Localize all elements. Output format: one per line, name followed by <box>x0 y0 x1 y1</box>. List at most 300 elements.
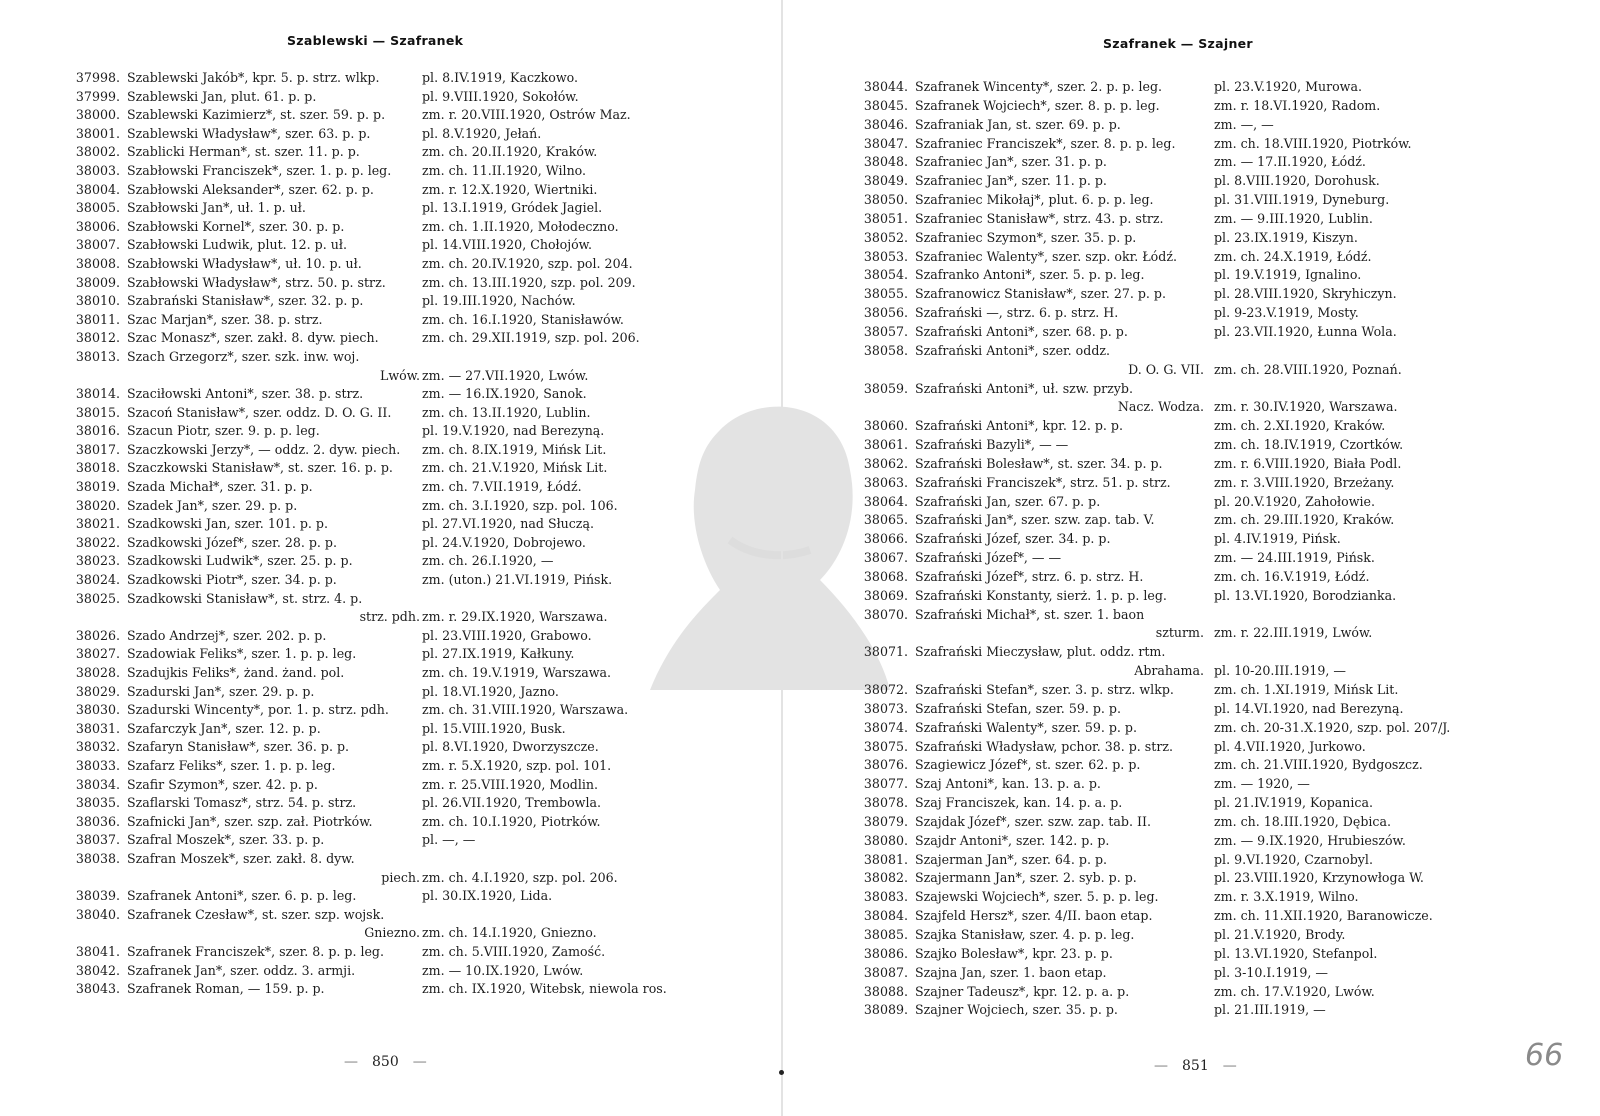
entry-number: 38085. <box>863 926 908 942</box>
entry-description: Szafral Moszek*, szer. 33. p. p. <box>127 832 325 848</box>
entry-description: Szajna Jan, szer. 1. baon etap. <box>915 964 1107 980</box>
entry-fate: zm. r. 29.IX.1920, Warszawa. <box>422 609 608 625</box>
entry-row <box>54 478 744 497</box>
entry-description: Szadkowski Józef*, szer. 28. p. p. <box>127 534 337 550</box>
entry-fate: zm. ch. 10.I.1920, Piotrków. <box>422 813 601 829</box>
entry-description: Szabłowski Władysław*, strz. 50. p. strz. <box>127 274 386 290</box>
entry-fate: zm. ch. 24.X.1919, Łódź. <box>1214 248 1372 264</box>
entry-row <box>834 813 1544 832</box>
entry-description: Szafran Moszek*, szer. zakł. 8. dyw. <box>127 850 355 866</box>
entry-fate: zm. ch. 2.XI.1920, Kraków. <box>1214 418 1386 434</box>
entry-fate: zm. ch. 21.V.1920, Mińsk Lit. <box>422 460 608 476</box>
entry-row <box>54 292 744 311</box>
entry-row <box>834 983 1544 1002</box>
entry-description: Szadkowski Ludwik*, szer. 25. p. p. <box>127 553 353 569</box>
entry-row <box>54 441 744 460</box>
entry-row <box>834 417 1544 436</box>
entry-row <box>834 606 1544 625</box>
entry-fate: pl. 28.VIII.1920, Skryhiczyn. <box>1214 286 1397 302</box>
entry-number: 38010. <box>75 293 120 309</box>
entry-number: 38049. <box>863 173 908 189</box>
entry-number: 38067. <box>863 550 908 566</box>
entry-fate: pl. 9.VIII.1920, Sokołów. <box>422 88 579 104</box>
entry-fate: pl. 27.VI.1920, nad Słuczą. <box>422 516 594 532</box>
entry-number: 38008. <box>75 255 120 271</box>
entry-fate: zm. ch. 3.I.1920, szp. pol. 106. <box>422 497 618 513</box>
entry-fate: pl. 23.IX.1919, Kiszyn. <box>1214 229 1358 245</box>
entry-row <box>834 964 1544 983</box>
entry-row <box>834 643 1544 662</box>
entry-description: Szajner Tadeusz*, kpr. 12. p. a. p. <box>915 983 1130 999</box>
entry-fate: zm. — 17.II.1920, Łódź. <box>1214 154 1366 170</box>
entry-number: 38023. <box>75 553 120 569</box>
entry-description: Szafrański Walenty*, szer. 59. p. p. <box>915 719 1137 735</box>
entry-continuation: D. O. G. VII. <box>1128 361 1204 377</box>
entry-continuation-row <box>834 624 1544 643</box>
entry-description: Szadek Jan*, szer. 29. p. p. <box>127 497 298 513</box>
entry-row <box>834 210 1544 229</box>
entry-number: 38000. <box>75 107 120 123</box>
entry-fate: pl. 9.VI.1920, Czarnobyl. <box>1214 851 1373 867</box>
entry-description: Szafaryn Stanisław*, szer. 36. p. p. <box>127 739 350 755</box>
entry-description: Szadkowski Stanisław*, st. strz. 4. p. <box>127 590 363 606</box>
entry-row <box>834 285 1544 304</box>
entry-fate: zm. ch. 26.I.1920, — <box>422 553 554 569</box>
entry-fate: zm. ch. IX.1920, Witebsk, niewola ros. <box>422 981 667 997</box>
entry-number: 38077. <box>863 776 908 792</box>
entry-description: Szafrański Stefan, szer. 59. p. p. <box>915 700 1121 716</box>
entry-row <box>54 757 744 776</box>
entry-description: Szajko Bolesław*, kpr. 23. p. p. <box>915 945 1113 961</box>
entry-fate: zm. — 1920, — <box>1214 776 1310 792</box>
entry-number: 38071. <box>863 644 908 660</box>
entry-row <box>54 459 744 478</box>
entry-row <box>54 776 744 795</box>
entry-fate: pl. —, — <box>422 832 476 848</box>
entry-fate: zm. ch. 11.II.1920, Wilno. <box>422 162 587 178</box>
entry-description: Szajfeld Hersz*, szer. 4/II. baon etap. <box>915 908 1153 924</box>
entry-row <box>834 266 1544 285</box>
entry-number: 38022. <box>75 534 120 550</box>
entry-number: 38046. <box>863 116 908 132</box>
entry-fate: pl. 23.V.1920, Murowa. <box>1214 79 1362 94</box>
entry-fate: zm. ch. 16.I.1920, Stanisławów. <box>422 311 624 327</box>
entry-number: 38011. <box>75 311 120 327</box>
entry-fate: zm. r. 3.X.1919, Wilno. <box>1214 889 1359 905</box>
entry-number: 38074. <box>863 719 908 735</box>
entry-description: Szaj Franciszek, kan. 14. p. a. p. <box>915 795 1123 811</box>
entry-description: Szafrański Bolesław*, st. szer. 34. p. p. <box>915 455 1163 471</box>
entry-description: Szafraniak Jan, st. szer. 69. p. p. <box>915 116 1121 132</box>
entry-fate: pl. 13.I.1919, Gródek Jagiel. <box>422 200 603 216</box>
entry-number: 38063. <box>863 474 908 490</box>
entry-description: Szablewski Jakób*, kpr. 5. p. strz. wlkp. <box>127 70 380 85</box>
entry-fate: pl. 19.III.1920, Nachów. <box>422 293 576 309</box>
entry-number: 38032. <box>75 739 120 755</box>
entry-row <box>54 255 744 274</box>
entry-row <box>834 511 1544 530</box>
entry-number: 38044. <box>863 79 908 94</box>
entry-number: 38086. <box>863 945 908 961</box>
entry-row <box>834 700 1544 719</box>
entry-description: Szac Monasz*, szer. zakł. 8. dyw. piech. <box>127 330 379 346</box>
entry-description: Szafarz Feliks*, szer. 1. p. p. leg. <box>127 757 336 773</box>
entry-continuation-row <box>834 361 1544 380</box>
entry-description: Szajdr Antoni*, szer. 142. p. p. <box>915 832 1110 848</box>
entry-number: 38082. <box>863 870 908 886</box>
entry-description: Szablicki Herman*, st. szer. 11. p. p. <box>127 144 360 160</box>
entry-number: 38055. <box>863 286 908 302</box>
entry-number: 38024. <box>75 572 120 588</box>
entry-number: 38089. <box>863 1002 908 1018</box>
entry-row <box>834 97 1544 116</box>
entry-number: 38021. <box>75 516 120 532</box>
entry-fate: pl. 8.VI.1920, Dworzyszcze. <box>422 739 599 755</box>
entry-row <box>834 587 1544 606</box>
entry-description: Szajewski Wojciech*, szer. 5. p. p. leg. <box>915 889 1159 905</box>
entry-description: Szajka Stanisław, szer. 4. p. p. leg. <box>915 926 1135 942</box>
entry-row <box>54 720 744 739</box>
entry-number: 38072. <box>863 682 908 697</box>
left-page-number <box>330 1054 441 1070</box>
entry-number: 38060. <box>863 418 908 434</box>
entry-row <box>54 274 744 293</box>
entry-fate: pl. 19.V.1919, Ignalino. <box>1214 267 1362 283</box>
entry-number: 38061. <box>863 437 908 453</box>
entry-description: Szajdak Józef*, szer. szw. zap. tab. II. <box>915 813 1151 829</box>
entry-description: Szacun Piotr, szer. 9. p. p. leg. <box>127 423 320 439</box>
entry-number: 38053. <box>863 248 908 264</box>
entry-number: 38025. <box>75 590 120 606</box>
entry-description: Szadujkis Feliks*, żand. żand. pol. <box>127 665 345 680</box>
entry-fate: zm. ch. 13.III.1920, szp. pol. 209. <box>422 274 636 290</box>
entry-number: 38048. <box>863 154 908 170</box>
entry-fate: zm. —, — <box>1214 116 1274 132</box>
entry-number: 38001. <box>75 125 120 141</box>
entry-row <box>54 236 744 255</box>
entry-row <box>834 888 1544 907</box>
entry-row <box>54 831 744 850</box>
entry-description: Szablewski Jan, plut. 61. p. p. <box>127 88 317 104</box>
entry-description: Szado Andrzej*, szer. 202. p. p. <box>127 627 327 643</box>
entry-number: 38084. <box>863 908 908 924</box>
entry-description: Szafrański Antoni*, szer. 68. p. p. <box>915 323 1128 339</box>
entry-row <box>54 106 744 125</box>
entry-description: Szafranek Antoni*, szer. 6. p. p. leg. <box>127 888 357 904</box>
entry-row <box>834 248 1544 267</box>
entry-row <box>834 530 1544 549</box>
entry-fate: pl. 18.VI.1920, Jazno. <box>422 683 559 699</box>
entry-description: Szafrański Stefan*, szer. 3. p. strz. wlkp. <box>915 682 1174 697</box>
folio-dash: — <box>1222 1058 1237 1074</box>
entry-description: Szablewski Władysław*, szer. 63. p. p. <box>127 125 371 141</box>
entry-number: 38013. <box>75 348 120 364</box>
entry-fate: pl. 14.VIII.1920, Chołojów. <box>422 237 592 253</box>
entry-description: Szafraniec Jan*, szer. 31. p. p. <box>915 154 1107 170</box>
entry-number: 38018. <box>75 460 120 476</box>
entry-number: 38019. <box>75 479 120 495</box>
entry-description: Szafrański —, strz. 6. p. strz. H. <box>915 305 1119 321</box>
entry-row <box>834 323 1544 342</box>
entry-number: 38029. <box>75 683 120 699</box>
entry-fate: zm. r. 18.VI.1920, Radom. <box>1214 97 1381 113</box>
entry-fate: pl. 8.IV.1919, Kaczkowo. <box>422 70 579 85</box>
entry-continuation: strz. pdh. <box>359 609 420 625</box>
entry-number: 38041. <box>75 943 120 959</box>
entry-description: Szafraniec Walenty*, szer. szp. okr. Łódź. <box>915 248 1177 264</box>
entry-description: Szabłowski Franciszek*, szer. 1. p. p. leg. <box>127 162 392 178</box>
entry-number: 38059. <box>863 380 908 396</box>
entry-number: 38080. <box>863 832 908 848</box>
entry-number: 38081. <box>863 851 908 867</box>
entry-row <box>54 645 744 664</box>
entry-description: Szafranek Czesław*, st. szer. szp. wojsk. <box>127 906 385 922</box>
entry-number: 38039. <box>75 888 120 904</box>
entry-number: 38030. <box>75 702 120 718</box>
entry-row <box>834 719 1544 738</box>
entry-fate: zm. ch. 20.II.1920, Kraków. <box>422 144 598 160</box>
entry-row <box>834 568 1544 587</box>
entry-row <box>54 552 744 571</box>
entry-fate: pl. 24.V.1920, Dobrojewo. <box>422 534 586 550</box>
entry-row <box>54 162 744 181</box>
entry-number: 38027. <box>75 646 120 662</box>
entry-row <box>834 549 1544 568</box>
entry-row <box>54 962 744 981</box>
entry-description: Szafranko Antoni*, szer. 5. p. p. leg. <box>915 267 1145 283</box>
entry-continuation: Nacz. Wodza. <box>1117 399 1204 415</box>
entry-number: 38043. <box>75 981 120 997</box>
entry-fate: pl. 4.VII.1920, Jurkowo. <box>1214 738 1366 754</box>
entry-description: Szagiewicz Józef*, st. szer. 62. p. p. <box>915 757 1141 773</box>
right-page-number <box>1140 1058 1251 1074</box>
entry-fate: zm. — 27.VII.1920, Lwów. <box>422 367 589 383</box>
entry-description: Szafrański Michał*, st. szer. 1. baon <box>915 606 1145 622</box>
entry-number: 38064. <box>863 493 908 509</box>
entry-fate: zm. ch. 5.VIII.1920, Zamość. <box>422 943 606 959</box>
entry-description: Szafrański Mieczysław, plut. oddz. rtm. <box>915 644 1166 660</box>
entry-description: Szafarczyk Jan*, szer. 12. p. p. <box>127 720 321 736</box>
entry-row <box>54 571 744 590</box>
right-running-head: Szafranek — Szajner <box>1103 36 1253 51</box>
entry-description: Szadurski Wincenty*, por. 1. p. strz. pdh. <box>127 702 389 718</box>
entry-row <box>54 422 744 441</box>
entry-number: 38075. <box>863 738 908 754</box>
entry-description: Szabrański Stanisław*, szer. 32. p. p. <box>127 293 364 309</box>
entry-row <box>54 515 744 534</box>
entry-fate: pl. 8.VIII.1920, Dorohusk. <box>1214 173 1380 189</box>
entry-number: 38051. <box>863 210 908 226</box>
entry-fate: zm. ch. 20-31.X.1920, szp. pol. 207/J. <box>1214 719 1451 735</box>
entry-number: 38017. <box>75 441 120 457</box>
right-entry-list <box>834 78 1544 1020</box>
entry-row <box>834 926 1544 945</box>
entry-number: 38088. <box>863 983 908 999</box>
entry-number: 38056. <box>863 305 908 321</box>
entry-number: 38065. <box>863 512 908 528</box>
right-page-number-value: 851 <box>1182 1058 1209 1074</box>
entry-fate: pl. 15.VIII.1920, Busk. <box>422 720 566 736</box>
entry-row <box>54 88 744 107</box>
entry-description: Szaj Antoni*, kan. 13. p. a. p. <box>915 776 1101 792</box>
entry-number: 38070. <box>863 606 908 622</box>
entry-description: Szafranek Wojciech*, szer. 8. p. p. leg. <box>915 97 1160 113</box>
entry-row <box>834 474 1544 493</box>
left-running-head: Szablewski — Szafranek <box>287 33 464 48</box>
entry-fate: pl. 30.IX.1920, Lida. <box>422 888 553 904</box>
entry-row <box>834 116 1544 135</box>
entry-continuation-row <box>54 367 744 386</box>
entry-fate: zm. ch. 29.XII.1919, szp. pol. 206. <box>422 330 640 346</box>
entry-description: Szabłowski Aleksander*, szer. 62. p. p. <box>127 181 374 197</box>
entry-fate: zm. ch. 11.XII.1920, Baranowicze. <box>1214 908 1433 924</box>
entry-row <box>54 199 744 218</box>
entry-description: Szafrański Franciszek*, strz. 51. p. strz. <box>915 474 1171 490</box>
entry-fate: pl. 13.VI.1920, Stefanpol. <box>1214 945 1378 961</box>
entry-row <box>54 181 744 200</box>
entry-description: Szafraniec Jan*, szer. 11. p. p. <box>915 173 1107 189</box>
entry-description: Szadowiak Feliks*, szer. 1. p. p. leg. <box>127 646 357 662</box>
entry-number: 38052. <box>863 229 908 245</box>
entry-fate: pl. 10-20.III.1919, — <box>1214 663 1346 679</box>
entry-fate: zm. ch. 20.IV.1920, szp. pol. 204. <box>422 255 633 271</box>
entry-row <box>54 125 744 144</box>
entry-fate: zm. r. 12.X.1920, Wiertniki. <box>422 181 598 197</box>
entry-fate: zm. ch. 8.IX.1919, Mińsk Lit. <box>422 441 607 457</box>
entry-row <box>834 380 1544 399</box>
entry-number: 38014. <box>75 386 120 402</box>
entry-continuation-row <box>54 924 744 943</box>
entry-fate: pl. 14.VI.1920, nad Berezyną. <box>1214 700 1404 716</box>
left-page-number-value: 850 <box>372 1054 399 1070</box>
entry-fate: pl. 8.V.1920, Jełań. <box>422 125 542 141</box>
entry-fate: zm. ch. 4.I.1920, szp. pol. 206. <box>422 869 618 885</box>
entry-number: 38016. <box>75 423 120 439</box>
entry-continuation-row <box>54 869 744 888</box>
right-page <box>790 0 1600 1116</box>
entry-continuation: Abrahama. <box>1134 663 1204 679</box>
entry-row <box>834 738 1544 757</box>
entry-row <box>54 385 744 404</box>
entry-number: 38012. <box>75 330 120 346</box>
entry-row <box>834 756 1544 775</box>
entry-row <box>54 683 744 702</box>
entry-number: 38078. <box>863 795 908 811</box>
entry-row <box>834 153 1544 172</box>
entry-row <box>54 887 744 906</box>
entry-row <box>54 218 744 237</box>
entry-number: 38002. <box>75 144 120 160</box>
entry-description: Szafrański Józef, szer. 34. p. p. <box>915 531 1111 547</box>
entry-description: Szafranek Franciszek*, szer. 8. p. p. leg. <box>127 943 384 959</box>
handwritten-page-note: 66 <box>1525 1038 1564 1073</box>
entry-fate: pl. 23.VII.1920, Łunna Wola. <box>1214 323 1397 339</box>
entry-description: Szafranek Roman, — 159. p. p. <box>127 981 325 997</box>
entry-number: 38020. <box>75 497 120 513</box>
entry-description: Szabłowski Jan*, uł. 1. p. uł. <box>127 200 306 216</box>
entry-number: 38079. <box>863 813 908 829</box>
entry-fate: pl. 23.VIII.1920, Grabowo. <box>422 627 592 643</box>
entry-fate: zm. ch. 18.IV.1919, Czortków. <box>1214 437 1404 453</box>
entry-fate: zm. — 9.IX.1920, Hrubieszów. <box>1214 832 1406 848</box>
entry-fate: zm. — 9.III.1920, Lublin. <box>1214 210 1373 226</box>
folio-dash: — <box>1154 1058 1168 1074</box>
entry-number: 38068. <box>863 568 908 584</box>
entry-number: 37998. <box>75 70 120 85</box>
entry-row <box>54 794 744 813</box>
entry-description: Szafrański Konstanty, sierż. 1. p. p. leg. <box>915 587 1167 603</box>
entry-row <box>834 945 1544 964</box>
entry-number: 38062. <box>863 455 908 471</box>
entry-number: 38050. <box>863 192 908 208</box>
entry-number: 38031. <box>75 720 120 736</box>
entry-description: Szaczkowski Jerzy*, — oddz. 2. dyw. piech. <box>127 441 401 457</box>
entry-row <box>834 493 1544 512</box>
entry-fate: zm. ch. 18.VIII.1920, Piotrków. <box>1214 135 1412 151</box>
entry-description: Szajermann Jan*, szer. 2. syb. p. p. <box>915 870 1137 886</box>
entry-description: Szafrański Józef*, strz. 6. p. strz. H. <box>915 568 1144 584</box>
entry-number: 38042. <box>75 962 120 978</box>
entry-fate: pl. 3-10.I.1919, — <box>1214 964 1329 980</box>
entry-continuation: Gniezno. <box>364 925 420 941</box>
entry-row <box>834 191 1544 210</box>
entry-fate: zm. — 10.IX.1920, Lwów. <box>422 962 584 978</box>
entry-fate: zm. r. 5.X.1920, szp. pol. 101. <box>422 757 612 773</box>
entry-row <box>54 69 744 88</box>
entry-fate: zm. r. 25.VIII.1920, Modlin. <box>422 776 599 792</box>
entry-fate: zm. r. 20.VIII.1920, Ostrów Maz. <box>422 107 631 123</box>
entry-fate: pl. 23.VIII.1920, Krzynowłoga W. <box>1214 870 1424 886</box>
entry-description: Szada Michał*, szer. 31. p. p. <box>127 479 313 495</box>
left-page <box>0 0 790 1116</box>
entry-row <box>54 590 744 609</box>
entry-description: Szafrański Jan, szer. 67. p. p. <box>915 493 1101 509</box>
entry-number: 38007. <box>75 237 120 253</box>
entry-description: Szadurski Jan*, szer. 29. p. p. <box>127 683 315 699</box>
entry-row <box>834 775 1544 794</box>
entry-number: 38003. <box>75 162 120 178</box>
entry-fate: pl. 26.VII.1920, Trembowla. <box>422 795 602 811</box>
entry-description: Szabłowski Kornel*, szer. 30. p. p. <box>127 218 345 234</box>
entry-row <box>834 681 1544 700</box>
entry-description: Szadkowski Piotr*, szer. 34. p. p. <box>127 572 337 588</box>
entry-description: Szablewski Kazimierz*, st. szer. 59. p. p. <box>127 107 386 123</box>
entry-fate: pl. 4.IV.1919, Pińsk. <box>1214 531 1341 547</box>
entry-number: 38004. <box>75 181 120 197</box>
entry-number: 38073. <box>863 700 908 716</box>
entry-fate: zm. ch. 19.V.1919, Warszawa. <box>422 665 612 680</box>
entry-number: 38047. <box>863 135 908 151</box>
entry-number: 38035. <box>75 795 120 811</box>
entry-number: 38066. <box>863 531 908 547</box>
entry-fate: zm. ch. 29.III.1920, Kraków. <box>1214 512 1395 528</box>
left-entry-list <box>54 69 744 999</box>
entry-number: 38036. <box>75 813 120 829</box>
entry-row <box>834 794 1544 813</box>
entry-row <box>54 311 744 330</box>
entry-number: 38006. <box>75 218 120 234</box>
entry-description: Szafranek Jan*, szer. oddz. 3. armji. <box>127 962 356 978</box>
entry-number: 38045. <box>863 97 908 113</box>
entry-number: 38034. <box>75 776 120 792</box>
entry-row <box>834 832 1544 851</box>
entry-fate: zm. ch. 18.III.1920, Dębica. <box>1214 813 1391 829</box>
entry-description: Szafrański Władysław, pchor. 38. p. strz. <box>915 738 1173 754</box>
entry-row <box>834 851 1544 870</box>
entry-description: Szafnicki Jan*, szer. szp. zał. Piotrków. <box>127 813 373 829</box>
entry-row <box>834 1001 1544 1020</box>
entry-description: Szabłowski Władysław*, uł. 10. p. uł. <box>127 255 362 271</box>
